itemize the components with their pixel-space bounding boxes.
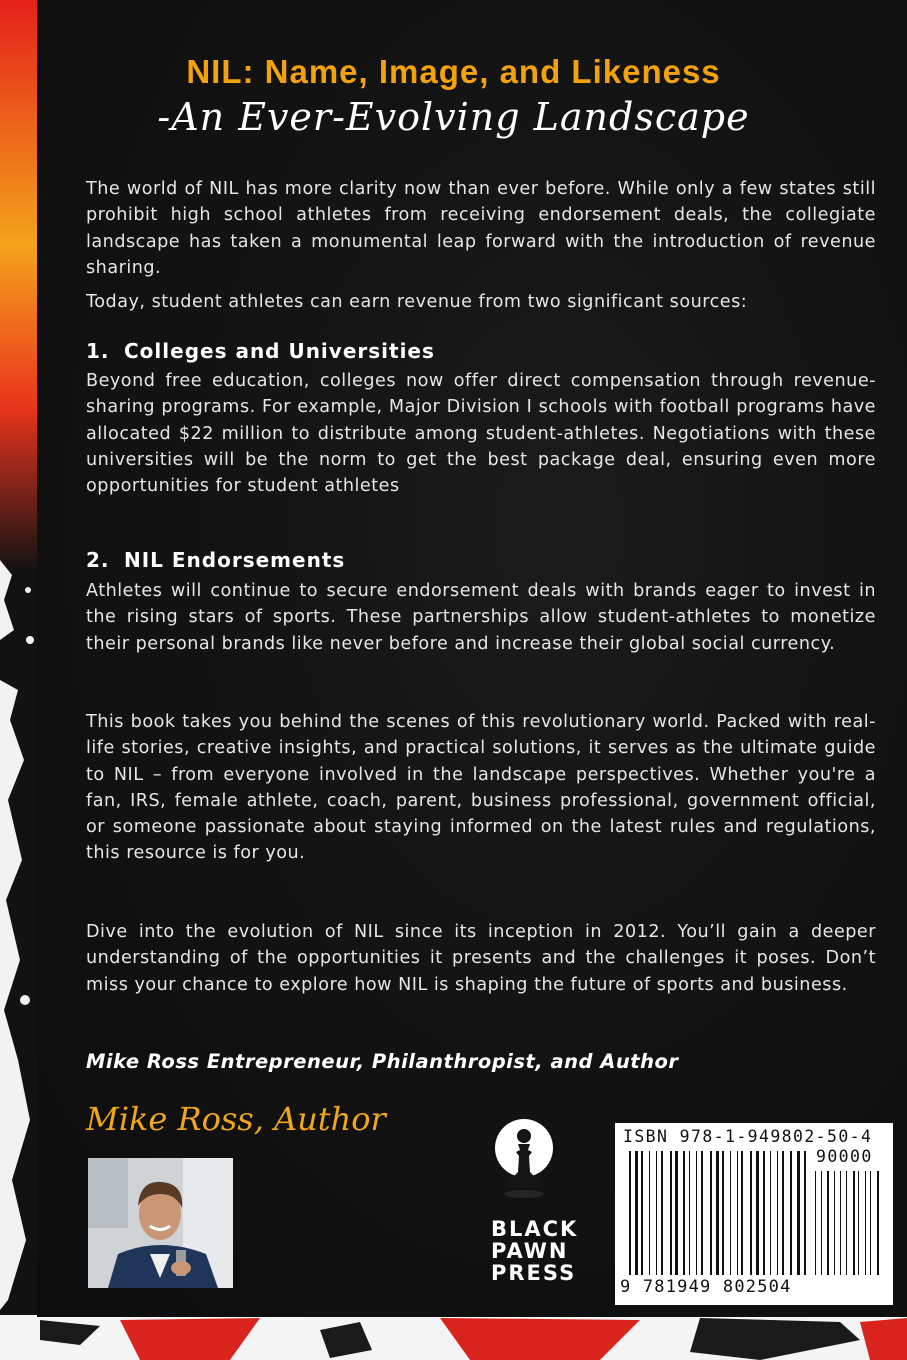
barcode-bar: [656, 1151, 657, 1275]
barcode-bar: [804, 1151, 806, 1275]
barcode-bar: [629, 1151, 631, 1275]
price-code: 90000: [816, 1147, 873, 1166]
section-heading-endorsements: [86, 548, 345, 572]
barcode-bar: [846, 1171, 847, 1275]
barcode-bar: [815, 1171, 816, 1275]
intro-paragraph: The world of NIL has more clarity now than ever before. While only a few states still prohibit high school athletes from receiving endorsement deals, the collegiate landscape has taken a monumental leap forward with the introduction of revenue sharing.: [86, 179, 876, 278]
cover-subtitle: -An Ever-Evolving Landscape: [157, 95, 750, 139]
barcode-bar: [641, 1151, 643, 1275]
publisher-logo-text: [491, 1218, 578, 1284]
author-photo: [88, 1158, 233, 1288]
barcode-bar: [750, 1151, 752, 1275]
barcode-bar: [763, 1151, 765, 1275]
barcode-bar: [675, 1151, 678, 1275]
publisher-line: PRESS: [491, 1261, 577, 1285]
barcode-bar: [853, 1171, 855, 1275]
barcode-bar: [683, 1151, 685, 1275]
chess-pawn-icon: [494, 1118, 554, 1210]
barcode-bar: [770, 1151, 771, 1275]
barcode-bar: [877, 1171, 879, 1275]
section-number: 1.: [86, 339, 110, 363]
barcode-bar: [730, 1151, 731, 1275]
barcode-bar: [834, 1171, 835, 1275]
barcode-bar: [741, 1151, 743, 1275]
publisher-line: BLACK: [491, 1217, 579, 1241]
intro-sources: Today, student athletes can earn revenue from two significant sources:: [86, 292, 748, 312]
barcode-digits: 9 781949 802504: [620, 1277, 792, 1297]
barcode-bar: [858, 1171, 859, 1275]
barcode-bar: [777, 1151, 778, 1275]
isbn-number: ISBN 978-1-949802-50-4: [623, 1127, 873, 1146]
barcode-bar: [710, 1151, 712, 1275]
barcode-bar: [756, 1151, 759, 1275]
barcode-bar: [790, 1151, 792, 1275]
barcode-bar: [689, 1151, 690, 1275]
barcode-bar: [821, 1171, 822, 1275]
section-heading-colleges: [86, 339, 435, 363]
barcode-bar: [696, 1151, 697, 1275]
barcode-bar: [716, 1151, 719, 1275]
barcode-bar: [635, 1151, 638, 1275]
barcode-bar: [797, 1151, 800, 1275]
barcode-bar: [737, 1151, 738, 1275]
barcode-bar: [840, 1171, 841, 1275]
section-title: NIL Endorsements: [124, 548, 346, 572]
section-text-colleges: Beyond free education, colleges now offer direct compensation through revenue-sharing programs. For example, Major Division I schools with football programs have allocated $22 million to distribute among student-athletes. Negotiations with these universities will be the norm to get the best package deal, ensuring even more opportunities for student athletes: [86, 371, 876, 497]
barcode-bar: [701, 1151, 703, 1275]
section-text-endorsements: Athletes will continue to secure endorsement deals with brands eager to invest in the rising stars of sports. These partnerships allow student-athletes to monetize their personal brands like never before and increase their global social currency.: [86, 581, 876, 654]
barcode-bar: [661, 1151, 663, 1275]
isbn-barcode: [615, 1123, 893, 1305]
section-title: Colleges and Universities: [124, 339, 435, 363]
author-signature: Mike Ross, Author: [86, 1100, 386, 1138]
barcode-bar: [722, 1151, 724, 1275]
barcode-bar: [865, 1171, 866, 1275]
closing-paragraph-2: Dive into the evolution of NIL since its inception in 2012. You’ll gain a deeper understanding of the opportunities it presents and the challenges it poses. Don’t miss your chance to explore how NIL is shaping the future of sports and business.: [86, 922, 876, 995]
barcode-bar: [870, 1171, 871, 1275]
cover-title: NIL: Name, Image, and Likeness: [186, 53, 721, 90]
closing-paragraph: This book takes you behind the scenes of this revolutionary world. Packed with real-life stories, creative insights, and practical solutions, it serves as the ultimate guide to NIL – from everyone involved in the landscape perspectives. Whether you're a fan, IRS, female athlete, coach, parent, business professional, government official, or someone passionate about staying informed on the latest rules and regulations, this resource is for you.: [86, 712, 876, 864]
author-byline: Mike Ross Entrepreneur, Philanthropist, and Author: [86, 1050, 679, 1073]
barcode-bar: [649, 1151, 650, 1275]
barcode-bar: [670, 1151, 672, 1275]
publisher-line: PAWN: [491, 1239, 569, 1263]
section-number: 2.: [86, 548, 110, 572]
barcode-bar: [782, 1151, 784, 1275]
barcode-bar: [827, 1171, 829, 1275]
